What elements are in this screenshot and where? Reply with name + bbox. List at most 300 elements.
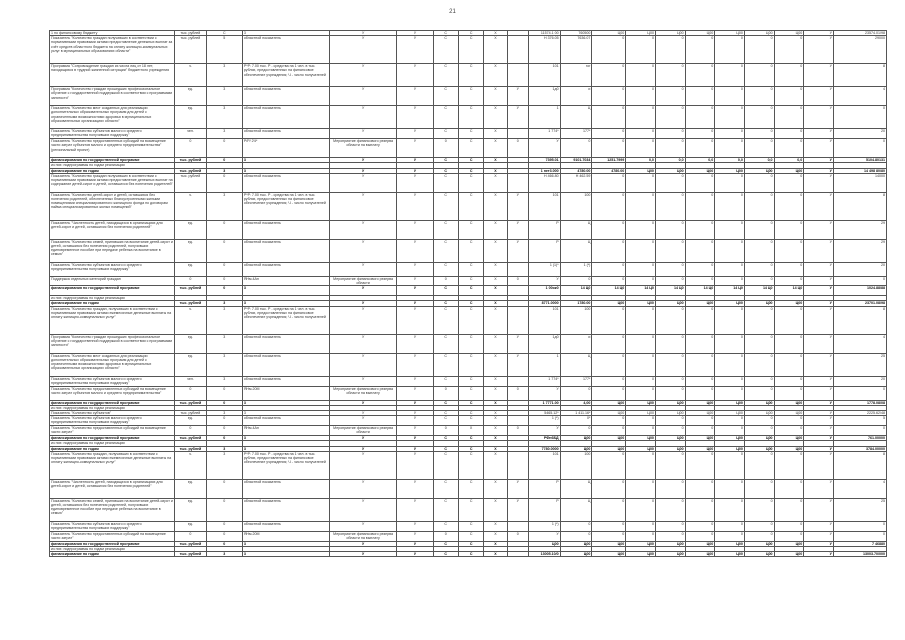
table-cell: Х <box>484 276 507 285</box>
table-cell: 0 <box>774 426 804 436</box>
table-cell: ч. <box>175 64 207 87</box>
table-cell: 0 <box>744 306 774 334</box>
table-cell: 0 <box>833 426 886 436</box>
table-cell: Ц00 <box>592 552 626 557</box>
table-cell: Ц00 <box>655 168 685 173</box>
table-cell: У <box>804 451 834 479</box>
table-cell-description: Показатель "Численность детей, находящихся в организациях для детей-сирот и детей, оставшихся без попечения родителей" <box>50 479 175 498</box>
table-cell <box>507 173 528 192</box>
table-cell: С <box>458 376 483 386</box>
table-cell-description: из них: подпрограммы по годам реализации <box>50 405 175 410</box>
table-cell: 20 <box>833 262 886 276</box>
table-cell-description: Показатель "Количество граждан получивших в соответствии с нормативными правовыми актами предоставление денежных выплат на содержание детей-сирот и детей, оставшихся без попечения родителей" <box>50 173 175 192</box>
table-cell: 0 <box>507 386 528 400</box>
table-cell: 3 <box>206 376 242 386</box>
table-cell: 0 <box>833 386 886 400</box>
table-cell: С <box>458 262 483 276</box>
table-cell: Р*Р: 7.00 тыс. Р - средства на 1 чел. в тыс. рублях, предоставленных на финансовое обеспечение учреждения; Ч - число получателей <box>242 64 329 87</box>
table-row <box>50 479 887 498</box>
table-cell: Р*Р: 7.00 тыс. Р - средства на 1 чел. в тыс. рублях, предоставленных на финансовое обеспечение учреждения; Ч - число получателей <box>242 192 329 220</box>
table-cell: У <box>329 306 397 334</box>
table-cell: С <box>458 541 483 546</box>
table-cell: У <box>329 552 397 557</box>
table-cell-description: из них: подпрограммы по годам реализации <box>50 296 175 301</box>
table-cell: 0 <box>560 139 592 158</box>
table-cell: 14 Ц0 <box>715 286 745 296</box>
table-cell: 0,0 <box>626 158 656 163</box>
table-cell: Ц00 <box>715 541 745 546</box>
table-cell: Ц <box>560 353 592 376</box>
table-cell: Н 466.80 <box>528 173 560 192</box>
table-cell: Ц00 <box>560 446 592 451</box>
table-cell: ЯНм.4Ан <box>242 426 329 436</box>
table-cell: 13003.70/000 <box>833 552 886 557</box>
table-cell: 0 <box>685 129 715 139</box>
table-cell: У <box>804 129 834 139</box>
table-cell: Ц00 <box>774 436 804 441</box>
table-cell: 3 <box>242 446 329 451</box>
table-cell: 0 <box>175 139 207 158</box>
table-cell: 7780.0000 <box>528 446 560 451</box>
table-cell: У <box>397 139 433 158</box>
table-cell: Х <box>484 416 507 426</box>
table-cell: 0 <box>655 36 685 64</box>
table-cell: ед. <box>175 334 207 353</box>
table-cell: 0 <box>685 239 715 262</box>
table-cell: Н 462.59 <box>560 173 592 192</box>
table-cell: 0 <box>774 192 804 220</box>
table-cell: тыс. рублей <box>175 173 207 192</box>
table-cell: ч. <box>175 451 207 479</box>
table-cell: 3 <box>242 436 329 441</box>
table-cell: 0 <box>592 129 626 139</box>
table-cell: Р*Р: 7.00 тыс. Р - средства на 1 чел. в тыс. рублях, предоставленных на финансовое обеспечение учреждения; Ч - число получателей <box>242 306 329 334</box>
table-cell: 0 <box>206 139 242 158</box>
table-cell: 0 <box>715 129 745 139</box>
table-row <box>50 36 887 64</box>
table-cell: 0 <box>655 262 685 276</box>
table-cell: 0 <box>774 173 804 192</box>
table-cell: 0 <box>685 386 715 400</box>
table-cell: С <box>433 376 458 386</box>
table-cell: 0 <box>592 479 626 498</box>
table-cell: ед. <box>175 106 207 129</box>
table-row <box>50 64 887 87</box>
table-cell: С <box>433 301 458 306</box>
table-cell: 23574.01/98 <box>833 31 886 36</box>
table-cell: и <box>560 87 592 106</box>
table-cell: Р/Р/ 2Ч* <box>242 139 329 158</box>
table-cell: Х <box>484 552 507 557</box>
table-cell: 0 <box>655 220 685 239</box>
table-cell: 0 <box>715 192 745 220</box>
table-cell: У <box>804 400 834 405</box>
table-cell: ед. <box>175 239 207 262</box>
table-cell: Ц00 <box>774 168 804 173</box>
table-cell: 3 <box>242 301 329 306</box>
table-cell: 1251.7999 <box>592 158 626 163</box>
table-cell: Ц <box>560 498 592 521</box>
table-cell-description: Показатель "Количество субъектов малого и среднего предпринимательства получивших поддержку" <box>50 416 175 426</box>
table-cell: 0 <box>433 386 458 400</box>
table-cell: 0 <box>774 262 804 276</box>
table-cell: 3 <box>206 64 242 87</box>
table-cell: 0,0 <box>774 158 804 163</box>
table-cell: У <box>397 239 433 262</box>
table-cell: 5104.80131 <box>833 158 886 163</box>
table-cell: 0 <box>592 334 626 353</box>
table-cell: У <box>329 521 397 531</box>
table-cell: Ц00 <box>774 400 804 405</box>
table-cell: 14000 <box>833 173 886 192</box>
table-cell: У <box>329 498 397 521</box>
table-cell: Х <box>484 353 507 376</box>
table-cell: 0 <box>592 376 626 386</box>
table-cell: 9101.7034 <box>560 158 592 163</box>
table-cell: 0 <box>744 220 774 239</box>
table-cell: 0 <box>774 306 804 334</box>
table-cell: 0 <box>206 426 242 436</box>
table-cell: 0 <box>685 498 715 521</box>
table-cell: 0 <box>774 376 804 386</box>
table-cell: 0 <box>685 173 715 192</box>
table-cell: 0 <box>685 479 715 498</box>
table-cell: 0 <box>744 129 774 139</box>
table-cell: У <box>329 168 397 173</box>
table-cell: С <box>458 306 483 334</box>
table-cell: 0 <box>626 87 656 106</box>
table-cell: 14 Ц0 <box>626 286 656 296</box>
table-cell: 0 <box>206 220 242 239</box>
table-cell: Ц00 <box>715 446 745 451</box>
table-cell: 1 <box>528 353 560 376</box>
table-cell: 0 <box>626 106 656 129</box>
table-cell: 0 <box>592 416 626 426</box>
table-cell: Х <box>484 498 507 521</box>
table-cell: У <box>397 446 433 451</box>
table-cell-description: финансирования по государственной программе <box>50 400 175 405</box>
table-cell: Ц00 <box>626 541 656 546</box>
table-cell: 0 <box>560 276 592 285</box>
table-cell: 3 <box>206 306 242 334</box>
table-cell: Р <box>528 239 560 262</box>
table-cell: У <box>397 436 433 441</box>
table-cell: ед. <box>175 262 207 276</box>
table-cell: У <box>804 334 834 353</box>
table-cell: 0 <box>744 139 774 158</box>
table-cell: 760500 <box>560 31 592 36</box>
table-cell: 3 <box>206 446 242 451</box>
table-cell: 0 <box>774 36 804 64</box>
table-cell-description: финансирование по годам <box>50 552 175 557</box>
table-cell: областной показатель <box>242 262 329 276</box>
table-cell: 0,0 <box>685 158 715 163</box>
table-cell: Х <box>484 446 507 451</box>
table-cell: 0 <box>774 479 804 498</box>
table-cell-description: Показатель "Количество семей, принявших на воспитание детей-сирот и детей, оставшихся без попечения родителей, получивших единовременное пособие при передаче ребенка на воспитание в семью" <box>50 239 175 262</box>
table-cell: 0 <box>206 286 242 296</box>
table-cell-description: финансирования по государственной программе <box>50 436 175 441</box>
table-cell: 0,0 <box>655 158 685 163</box>
table-cell: 0 <box>833 276 886 285</box>
table-cell: У <box>329 451 397 479</box>
table-cell: 5 <box>206 36 242 64</box>
table-cell: 0 <box>592 386 626 400</box>
table-cell: 101 <box>528 192 560 220</box>
table-cell: 13005.10/0 <box>528 552 560 557</box>
table-cell: 0 <box>175 426 207 436</box>
table-cell: 0 <box>592 262 626 276</box>
table-cell: С <box>458 411 483 416</box>
table-cell: 0 <box>685 139 715 158</box>
table-cell-description: Показатель "Количество детей-сирот и детей, оставшихся без попечения родителей, обеспеченных благоустроенными жилыми помещениями специализированного жилищного фонда по договорам найма специализированных жилых помещений" <box>50 192 175 220</box>
table-cell: Х <box>484 479 507 498</box>
table-cell-description: Программа "Сопровождение граждан из числа лиц от 18 лет, находящихся в трудной жизненной ситуации" бюджетного учреждения <box>50 64 175 87</box>
table-cell: С <box>433 353 458 376</box>
table-cell: 1 411.16* <box>560 411 592 416</box>
table-cell: 0 <box>592 353 626 376</box>
table-cell: 0 <box>774 87 804 106</box>
table-cell: 0 <box>206 479 242 498</box>
table-cell: Ц00 <box>592 446 626 451</box>
table-cell: 0 <box>715 220 745 239</box>
table-cell: 0 <box>715 498 745 521</box>
table-cell: 0 <box>175 386 207 400</box>
table-cell: 3 <box>242 400 329 405</box>
table-cell: Ц00 <box>744 541 774 546</box>
table-cell: ч. <box>175 192 207 220</box>
table-cell: У <box>397 426 433 436</box>
table-cell: 23701.08/98 <box>833 301 886 306</box>
table-cell: Х <box>458 426 483 436</box>
table-cell: У <box>804 220 834 239</box>
table-cell: 0 <box>655 64 685 87</box>
table-cell: 0 <box>715 239 745 262</box>
table-cell: 3 <box>206 168 242 173</box>
table-cell <box>507 552 528 557</box>
table-cell: 0 <box>655 239 685 262</box>
table-cell-description: Показатель "Количество мест созданных для реализации дополнительных образовательных программ для детей с ограниченными возможностями здоровья в муниципальных образовательных организациях области" <box>50 106 175 129</box>
table-cell: У <box>329 436 397 441</box>
table-cell: 0 <box>626 479 656 498</box>
table-cell: У <box>397 334 433 353</box>
table-cell: 0 <box>507 276 528 285</box>
table-cell: С <box>458 400 483 405</box>
table-cell: 0 <box>774 239 804 262</box>
table-cell: 0 <box>655 276 685 285</box>
table-cell: 3 <box>242 168 329 173</box>
table-cell: областной показатель <box>242 521 329 531</box>
table-cell: тыс. рублей <box>175 301 207 306</box>
table-cell: С <box>433 106 458 129</box>
table-cell: У <box>804 446 834 451</box>
table-cell: У <box>507 479 528 498</box>
table-cell-description: Показатель "Количество предоставленных субсидий на возмещение части затрат" <box>50 426 175 436</box>
page-number: 21 <box>449 9 456 15</box>
table-cell: 0 <box>507 426 528 436</box>
table-cell: Ц00 <box>774 301 804 306</box>
table-cell: Ц00 <box>592 301 626 306</box>
table-cell: Ц00 <box>685 168 715 173</box>
table-cell: 0 <box>655 192 685 220</box>
table-cell: У <box>528 139 560 158</box>
table-cell <box>507 286 528 296</box>
table-cell: С <box>433 262 458 276</box>
table-cell: У <box>804 479 834 498</box>
table-cell: 0 <box>774 386 804 400</box>
table-cell: Ц00 <box>626 552 656 557</box>
table-cell: 0 <box>744 386 774 400</box>
table-cell: У <box>397 87 433 106</box>
table-cell: 0 <box>433 276 458 285</box>
table-cell: 1д0 <box>528 334 560 353</box>
table-cell: 0* <box>560 416 592 426</box>
table-cell: 0 <box>592 36 626 64</box>
table-cell: У <box>507 220 528 239</box>
table-cell: 101 <box>528 306 560 334</box>
table-cell: 3 <box>206 106 242 129</box>
table-row <box>50 521 887 531</box>
table-cell: 0 <box>206 173 242 192</box>
table-cell: 7 46880 <box>833 541 886 546</box>
table-cell: чел. <box>175 129 207 139</box>
table-cell: С <box>433 220 458 239</box>
table-cell: чел. <box>175 376 207 386</box>
table-cell: У <box>507 106 528 129</box>
table-cell <box>507 129 528 139</box>
table-cell: 0 <box>744 106 774 129</box>
table-cell: Х <box>484 31 507 36</box>
table-cell: тыс. рублей <box>175 411 207 416</box>
table-cell: тыс. рублей <box>175 36 207 64</box>
table-cell: С <box>458 451 483 479</box>
table-cell-description: Показатель "Количество предоставленных субсидий на возмещение части затрат" <box>50 531 175 541</box>
table-cell: 7395.01 <box>528 158 560 163</box>
table-cell: У <box>804 239 834 262</box>
table-cell: С <box>433 36 458 64</box>
table-cell: 0 <box>626 192 656 220</box>
table-cell-description: Показатель "Количество мест созданных для реализации дополнительных образовательных программ для детей с ограниченными возможностями здоровья в муниципальных образовательных организациях области" <box>50 353 175 376</box>
table-cell: 0 <box>774 334 804 353</box>
table-cell: Ц00 <box>626 168 656 173</box>
table-cell: С <box>433 168 458 173</box>
table-cell: 0 <box>685 276 715 285</box>
table-cell: Х <box>484 36 507 64</box>
table-cell: У <box>397 192 433 220</box>
table-cell: Ц00 <box>655 446 685 451</box>
table-cell: 0 <box>560 386 592 400</box>
table-cell: 0 <box>744 376 774 386</box>
table-cell: 0 <box>833 531 886 541</box>
table-cell: 14 Ц0 <box>655 286 685 296</box>
table-cell: С <box>433 64 458 87</box>
table-cell: ЯНм.20М <box>242 531 329 541</box>
table-cell: Ц00 <box>626 446 656 451</box>
table-cell: 0 <box>655 426 685 436</box>
table-cell: Ц00 <box>626 411 656 416</box>
table-cell: Ц00 <box>715 400 745 405</box>
table-cell: У <box>397 386 433 400</box>
table-cell: 177* <box>560 129 592 139</box>
table-cell: 0,0 <box>744 158 774 163</box>
table-cell-description: финансирования по государственной программе <box>50 541 175 546</box>
table-cell: У <box>804 192 834 220</box>
table-cell: 0 <box>685 531 715 541</box>
table-cell: 0 <box>685 36 715 64</box>
table-cell-description: Показатель "Количество субъектов малого и среднего предпринимательства получивших поддержку" <box>50 376 175 386</box>
table-cell-description: финансирование по годам <box>50 301 175 306</box>
table-cell: У <box>804 158 834 163</box>
table-cell: 29 <box>833 239 886 262</box>
table-cell: 0 <box>592 106 626 129</box>
table-cell: У <box>329 479 397 498</box>
table-cell: 0 <box>655 334 685 353</box>
table-cell: 8771.0000 <box>528 301 560 306</box>
table-cell: Ц00 <box>592 541 626 546</box>
table-cell: У <box>804 521 834 531</box>
table-cell: 0 <box>206 400 242 405</box>
table-cell: С <box>458 531 483 541</box>
table-cell: 0 <box>655 139 685 158</box>
table-cell: тыс. рублей <box>175 158 207 163</box>
table-cell: 0 <box>433 139 458 158</box>
table-row <box>50 106 887 129</box>
table-cell: 0 <box>744 521 774 531</box>
table-row <box>50 262 887 276</box>
table-cell: Мероприятие финансового резерва области на выплату <box>329 139 397 158</box>
table-cell: Ц00 <box>560 552 592 557</box>
table-cell: Ц <box>560 479 592 498</box>
table-cell: С <box>433 521 458 531</box>
table-cell: 0 <box>592 451 626 479</box>
table-cell: 4 <box>833 479 886 498</box>
table-cell: 0 <box>655 87 685 106</box>
table-cell: 8 <box>833 306 886 334</box>
table-row <box>50 451 887 479</box>
table-row <box>50 87 887 106</box>
table-row <box>50 306 887 334</box>
table-cell: 25 <box>833 353 886 376</box>
table-cell: 1 <box>528 106 560 129</box>
table-cell: У <box>507 334 528 353</box>
table-cell-description: Программа "Количество граждан прошедших профессиональное обучение с государственной поддержкой в соответствии с программами занятости" <box>50 334 175 353</box>
table-cell: 0 <box>626 521 656 531</box>
table-cell: 0 <box>592 498 626 521</box>
table-cell: С <box>458 87 483 106</box>
table-cell: 11574.1 00 <box>528 31 560 36</box>
table-cell: Ц00 <box>685 446 715 451</box>
table-cell: У <box>507 239 528 262</box>
table-cell: 0 <box>592 426 626 436</box>
table-cell: У <box>804 106 834 129</box>
table-row-total <box>50 286 887 296</box>
table-cell: 3 <box>206 334 242 353</box>
table-cell: 0 <box>655 306 685 334</box>
table-cell: С <box>458 129 483 139</box>
table-cell: Х <box>484 334 507 353</box>
table-cell: С <box>433 31 458 36</box>
table-row <box>50 498 887 521</box>
table-cell: 0 <box>715 531 745 541</box>
table-cell: Х <box>484 541 507 546</box>
table-cell: 0 <box>715 386 745 400</box>
table-cell: У <box>507 498 528 521</box>
table-cell: Ц00 <box>774 552 804 557</box>
table-cell: 0 <box>744 334 774 353</box>
table-cell: 4 <box>833 87 886 106</box>
table-cell: ед. <box>175 220 207 239</box>
table-cell: 0 <box>685 334 715 353</box>
